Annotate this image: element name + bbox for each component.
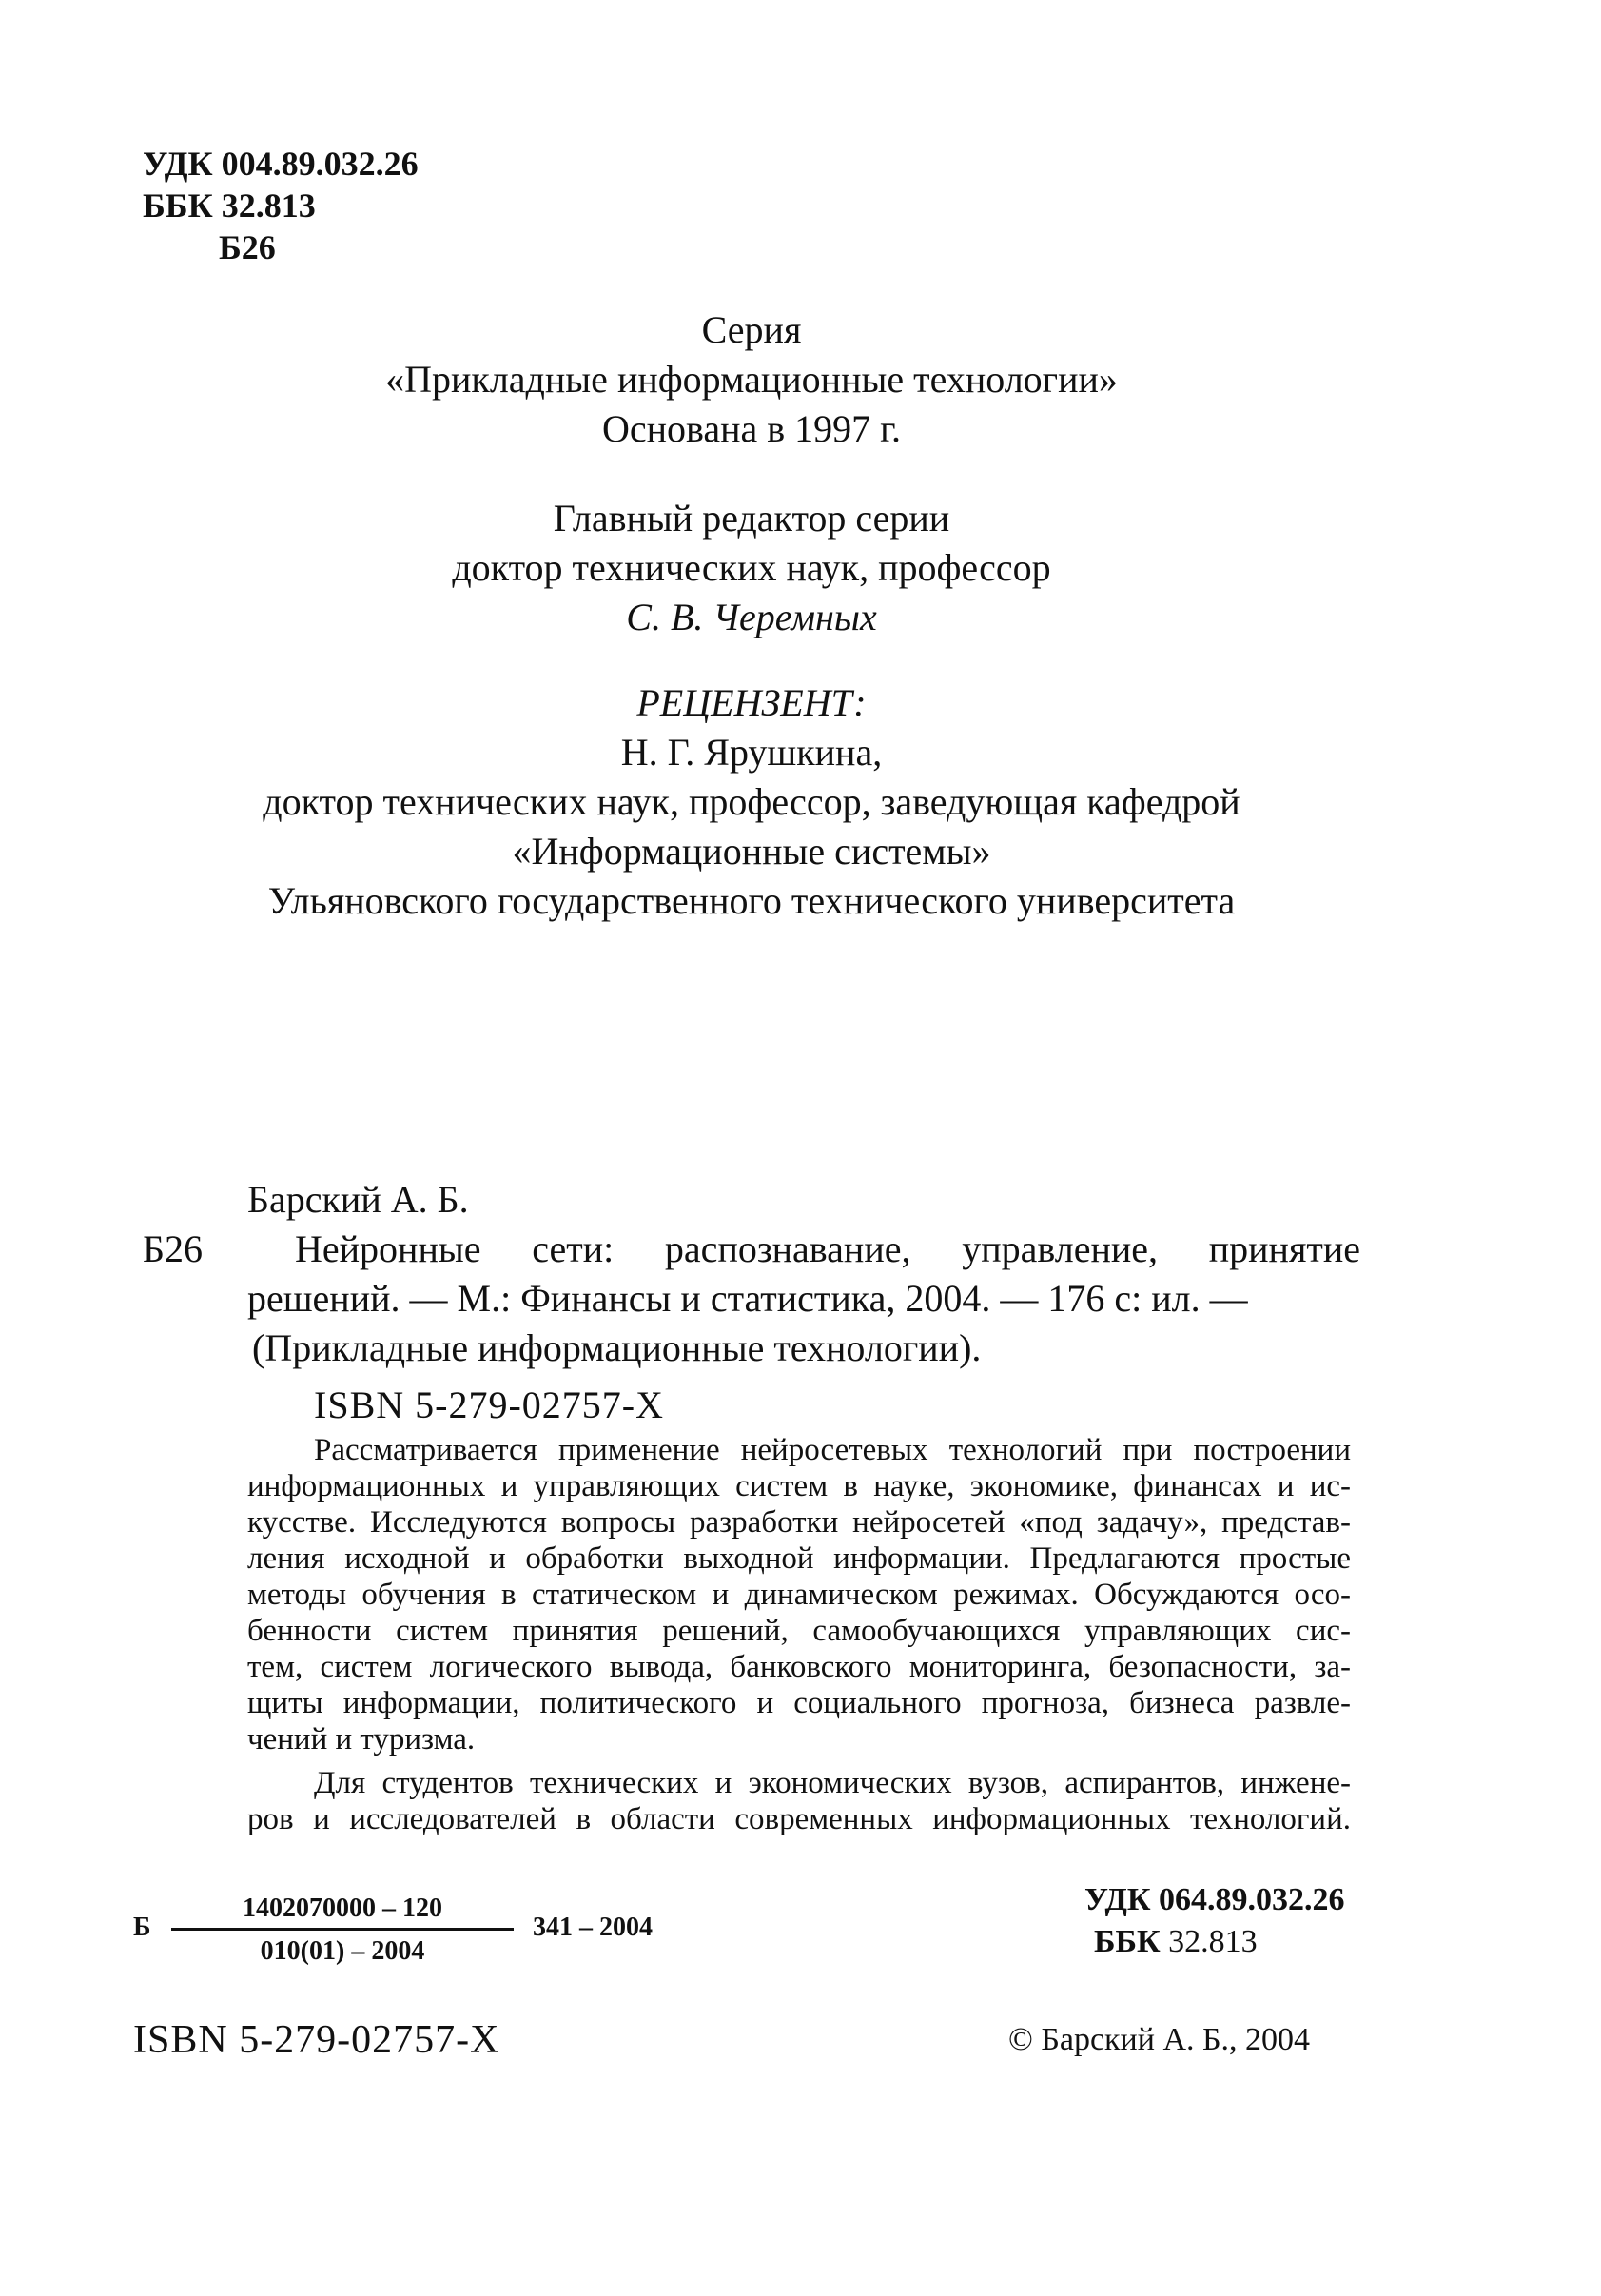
udk-code-bottom: УДК 064.89.032.26: [1084, 1882, 1345, 1917]
author-mark: Б26: [219, 228, 276, 266]
series-name: «Прикладные информационные технологии»: [385, 358, 1118, 401]
book-code: Б26: [143, 1227, 203, 1270]
abstract-line: щиты информации, политического и социального прогноза, бизнеса развле-: [247, 1686, 1351, 1720]
publisher-code-letter: Б: [133, 1913, 151, 1942]
editor-role: Главный редактор серии: [553, 497, 950, 540]
bbk-label: ББК: [1094, 1924, 1161, 1959]
bbk-value: 32.813: [1168, 1924, 1258, 1959]
udk-code: УДК 004.89.032.26: [143, 145, 419, 183]
reviewer-heading: РЕЦЕНЗЕНТ:: [636, 681, 867, 724]
abstract-line: кусстве. Исследуются вопросы разработки нейросетей «под задачу», представ-: [247, 1505, 1351, 1540]
bibliographic-record: [143, 1175, 1360, 1430]
book-description-line-1: Нейронные сети: распознавание, управление, принятие: [295, 1227, 1360, 1270]
series-founded: Основана в 1997 г.: [601, 407, 902, 450]
reviewer-department: «Информационные системы»: [512, 830, 991, 873]
publisher-code-suffix: 341 – 2004: [533, 1913, 653, 1942]
series-label: Серия: [701, 308, 802, 351]
abstract-line: тем, систем логического вывода, банковского мониторинга, безопасности, за-: [247, 1650, 1351, 1684]
abstract-line: ров и исследователей в области современных информационных технологий.: [247, 1802, 1351, 1836]
abstract-line: методы обучения в статическом и динамическом режимах. Обсуждаются осо-: [247, 1578, 1351, 1612]
abstract-line: ления исходной и обработки выходной информации. Предлагаются простые: [247, 1541, 1351, 1576]
abstract-line: Рассматривается применение нейросетевых технологий при построении: [314, 1433, 1351, 1467]
classification-bottom: [1084, 1879, 1345, 1963]
abstract-line: Для студентов технических и экономических вузов, аспирантов, инжене-: [314, 1766, 1351, 1800]
abstract-line: чений и туризма.: [247, 1722, 476, 1756]
publisher-code-denominator: 010(01) – 2004: [260, 1936, 425, 1966]
bbk-code-bottom: [1084, 1921, 1345, 1963]
abstract: [247, 1432, 1351, 1837]
bbk-code: ББК 32.813: [143, 186, 316, 225]
copyright: © Барский А. Б., 2004: [1008, 2022, 1311, 2057]
reviewer-title: доктор технических наук, профессор, заведующая кафедрой: [263, 780, 1240, 823]
abstract-line: бенности систем принятия решений, самообучающихся управляющих сис-: [247, 1614, 1351, 1648]
book-isbn: ISBN 5-279-02757-X: [314, 1383, 664, 1426]
publisher-code-fraction: [171, 1894, 514, 1967]
book-description-line-2: решений. — М.: Финансы и статистика, 2004. — 176 с: ил. —: [247, 1277, 1248, 1320]
publisher-code-numerator: 1402070000 – 120: [171, 1894, 514, 1931]
book-description-line-3: (Прикладные информационные технологии).: [252, 1326, 982, 1369]
editor-title: доктор технических наук, профессор: [452, 546, 1051, 589]
isbn-bottom: ISBN 5-279-02757-X: [133, 2018, 500, 2062]
abstract-line: информационных и управляющих систем в науке, экономике, финансах и ис-: [247, 1469, 1351, 1503]
book-author: Барский А. Б.: [247, 1178, 469, 1221]
editor-name: С. В. Черемных: [626, 596, 877, 638]
reviewer-university: Ульяновского государственного технического университета: [267, 879, 1236, 922]
abstract-paragraph-1: [247, 1432, 1351, 1757]
reviewer-name: Н. Г. Ярушкина,: [620, 731, 883, 774]
abstract-paragraph-2: [247, 1765, 1351, 1837]
classification-top: [143, 143, 419, 268]
